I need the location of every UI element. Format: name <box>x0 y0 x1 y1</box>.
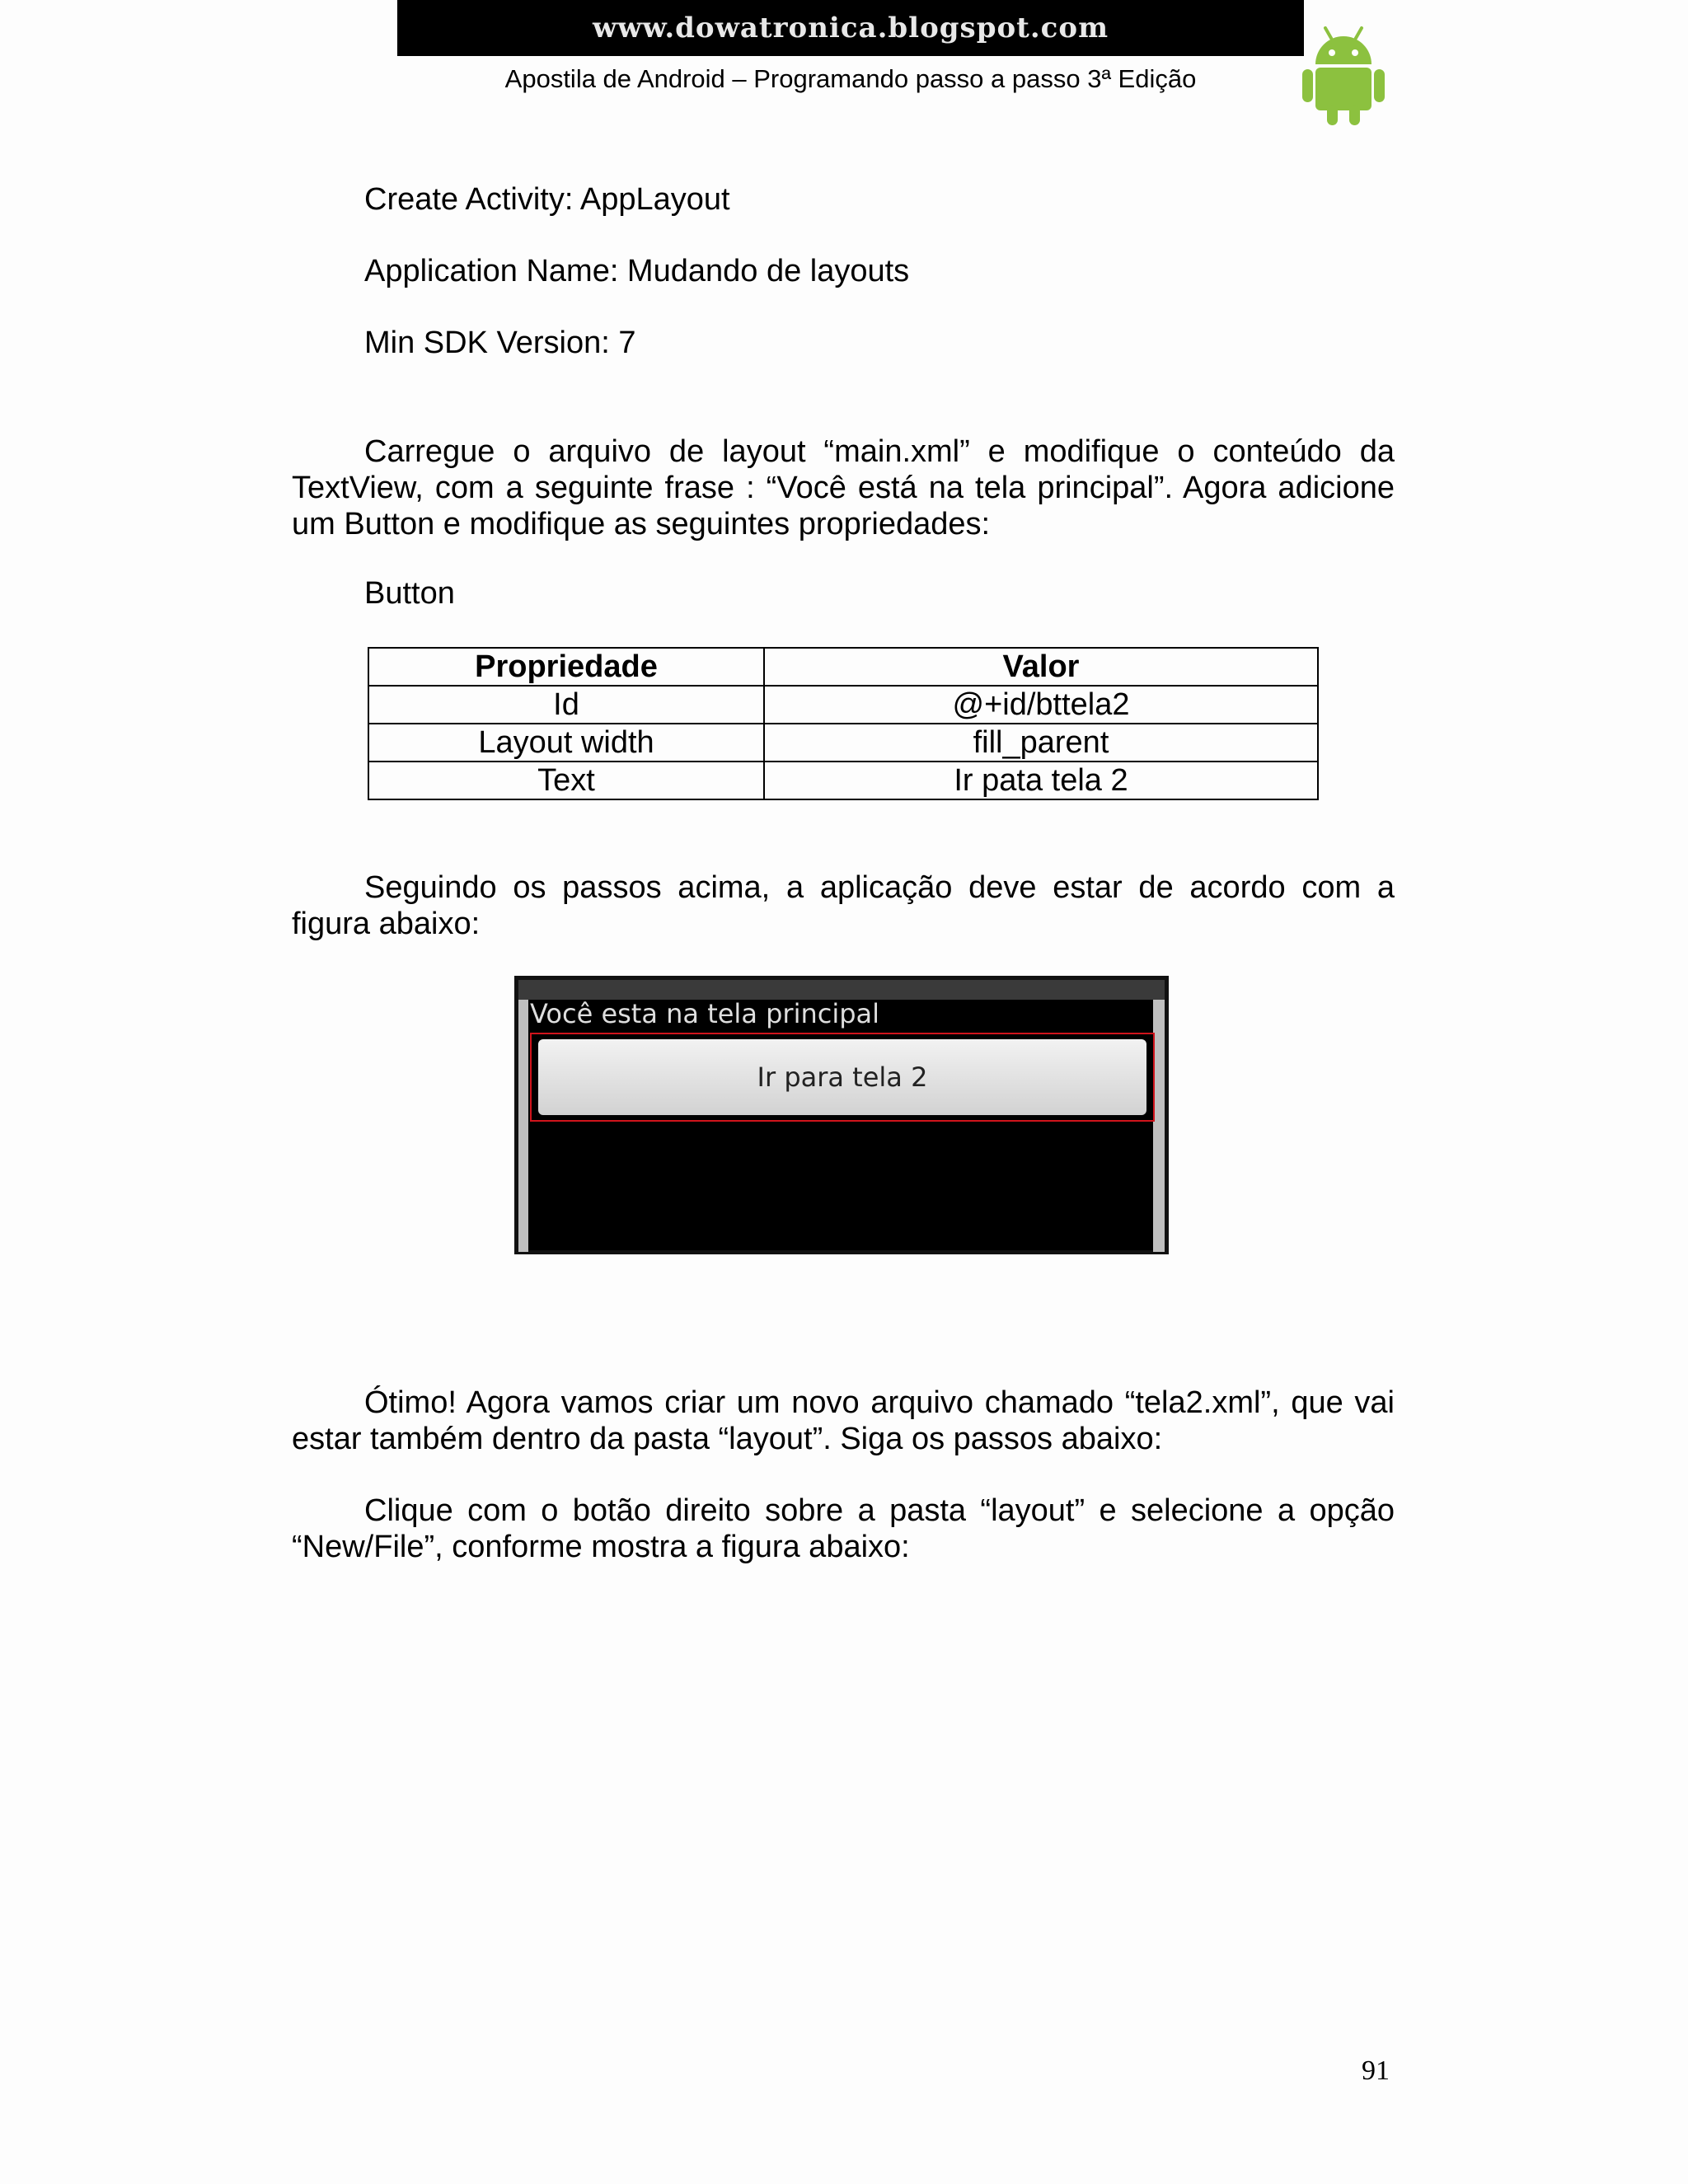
figure-status-bar <box>518 980 1165 1000</box>
paragraph-tela2-text: Ótimo! Agora vamos criar um novo arquivo chamado “tela2.xml”, que vai estar também dentro da pasta “layout”. Siga os passos abaixo: <box>292 1385 1395 1456</box>
paragraph-tela2 <box>292 1385 1395 1457</box>
table-cell-value: fill_parent <box>764 724 1318 762</box>
figure-right-border <box>1153 1000 1165 1252</box>
table-header-valor: Valor <box>764 648 1318 686</box>
page-number: 91 <box>1362 2055 1390 2086</box>
intro-paragraph <box>292 434 1395 542</box>
table-cell-property: Text <box>368 762 764 799</box>
figure-textview: Você esta na tela principal <box>530 998 880 1029</box>
paragraph-new-file-text: Clique com o botão direito sobre a pasta “layout” e selecione a opção “New/File”, conforme mostra a figura abaixo: <box>292 1493 1395 1564</box>
table-cell-property: Id <box>368 686 764 724</box>
properties-table <box>368 647 1319 800</box>
table-header-propriedade: Propriedade <box>368 648 764 686</box>
table-row <box>368 686 1318 724</box>
table-header-row <box>368 648 1318 686</box>
min-sdk-line: Min SDK Version: 7 <box>364 326 636 360</box>
table-cell-value: @+id/bttela2 <box>764 686 1318 724</box>
table-cell-property: Layout width <box>368 724 764 762</box>
intro-paragraph-text: Carregue o arquivo de layout “main.xml” e modifique o conteúdo da TextView, com a seguinte frase : “Você está na tela principal”. Agora adicione um Button e modifique as seguintes propriedades: <box>292 434 1395 541</box>
emulator-screenshot-figure <box>514 976 1169 1254</box>
banner-url: www.dowatronica.blogspot.com <box>592 12 1109 45</box>
table-row <box>368 762 1318 799</box>
table-row <box>368 724 1318 762</box>
button-heading: Button <box>364 576 455 611</box>
figure-intro-text: Seguindo os passos acima, a aplicação deve estar de acordo com a figura abaixo: <box>292 870 1395 941</box>
figure-ir-para-tela-2-button[interactable]: Ir para tela 2 <box>538 1039 1146 1115</box>
application-name-line: Application Name: Mudando de layouts <box>364 254 910 288</box>
figure-intro-paragraph <box>292 869 1395 942</box>
header-subtitle: Apostila de Android – Programando passo a passo 3ª Edição <box>504 64 1197 93</box>
header-banner <box>397 0 1304 56</box>
android-robot-icon <box>1301 23 1386 127</box>
paragraph-new-file <box>292 1493 1395 1565</box>
figure-left-border <box>518 1000 528 1252</box>
create-activity-line: Create Activity: AppLayout <box>364 182 730 217</box>
table-cell-value: Ir pata tela 2 <box>764 762 1318 799</box>
